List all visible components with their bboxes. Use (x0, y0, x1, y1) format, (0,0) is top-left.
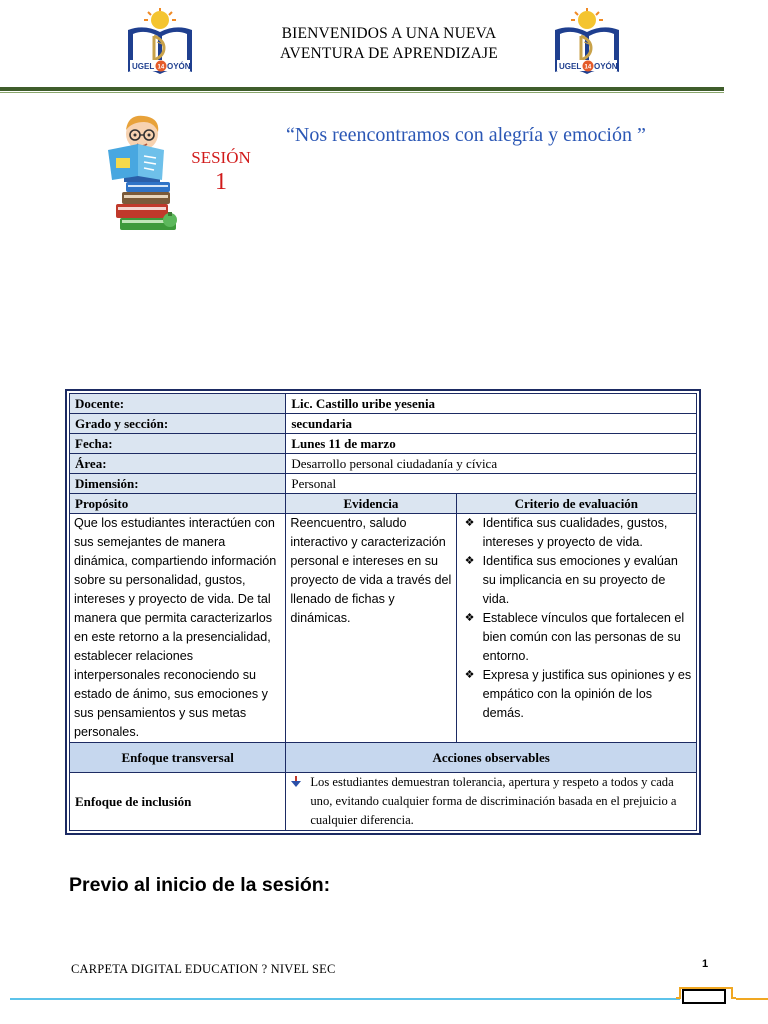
svg-text:OYÓN (594, 62, 618, 71)
evidencia-header: Evidencia (286, 494, 456, 514)
diamond-bullet-icon: ❖ (464, 517, 475, 529)
list-item (461, 552, 692, 609)
acciones-cell (286, 773, 697, 831)
acciones-header: Acciones observables (286, 743, 697, 773)
diamond-bullet-icon: ❖ (464, 555, 475, 567)
dimension-label: Dimensión: (70, 474, 286, 494)
criterio-list (461, 514, 692, 723)
criterio-list-cell (456, 514, 696, 743)
table-row (70, 454, 697, 474)
criterio-text: Expresa y justifica sus opiniones y es empático con la opinión de los demás. (482, 668, 692, 720)
logo-right-text-num: 14 (584, 64, 592, 71)
svg-text:UGEL (559, 62, 581, 71)
table-row (70, 394, 697, 414)
proposito-text: Que los estudiantes interactúen con sus semejantes de manera dinámica, compartiendo información sobre su personalidad, gustos, intereses y proyecto de vida. De tal manera que permita caracterizarlos en este retorno a la presencialidad, establecer relaciones interpersonales reconociendo su estado de ánimo, sus emociones y sus pensamientos y sus metas personales. (70, 514, 286, 743)
proposito-header: Propósito (70, 494, 286, 514)
docente-label: Docente: (70, 394, 286, 414)
table-row (70, 743, 697, 773)
table-row (70, 474, 697, 494)
logo-left-text-right: OYÓN (167, 62, 191, 71)
table-row (70, 494, 697, 514)
svg-text:14 (158, 65, 165, 71)
table-row (70, 514, 697, 743)
enfoque-header: Enfoque transversal (70, 743, 286, 773)
criterio-text: Identifica sus cualidades, gustos, intereses y proyecto de vida. (482, 516, 668, 549)
session-label: SESIÓN (191, 148, 251, 167)
svg-text:14 (585, 65, 592, 71)
grado-label: Grado y sección: (70, 414, 286, 434)
footer-accent-line (736, 998, 768, 1000)
svg-text:OYÓN (167, 62, 191, 71)
enfoque-label: Enfoque de inclusión (70, 773, 286, 831)
header-divider (0, 87, 724, 91)
session-info-table (65, 389, 701, 835)
ugel-logo-left (124, 8, 196, 78)
criterio-text: Identifica sus emociones y evalúan su implicancia en su proyecto de vida. (482, 554, 678, 606)
fecha-label: Fecha: (70, 434, 286, 454)
criterio-text: Establece vínculos que fortalecen el bien común con las personas de su entorno. (482, 611, 685, 663)
header-title (230, 24, 548, 64)
session-badge (184, 146, 258, 194)
table-row (70, 773, 697, 831)
grado-value: secundaria (286, 414, 697, 434)
list-item (461, 666, 692, 723)
evidencia-text: Reencuentro, saludo interactivo y caracterización personal e intereses en su proyecto de vida a través del llenado de fichas y dinámicas. (286, 514, 456, 743)
session-title: “Nos reencontramos con alegría y emoción ” (286, 124, 646, 146)
area-label: Área: (70, 454, 286, 474)
previo-heading: Previo al inicio de la sesión: (69, 874, 331, 896)
footer-line (10, 998, 680, 1000)
criterio-header: Criterio de evaluación (456, 494, 696, 514)
acciones-text: Los estudiantes demuestran tolerancia, apertura y respeto a todos y cada uno, evitando cualquier forma de discriminación basada en el prejuicio a cualquier diferencia. (310, 775, 677, 827)
logo-right-text-left: UGEL (559, 62, 582, 71)
ugel-logo-right (551, 8, 623, 78)
reading-child-illustration (104, 110, 186, 238)
footer-text: CARPETA DIGITAL EDUCATION ? NIVEL SEC (71, 962, 336, 976)
table-row (70, 434, 697, 454)
session-number: 1 (215, 169, 227, 195)
dimension-value: Personal (286, 474, 697, 494)
header-line-1: BIENVENIDOS A UNA NUEVA (281, 25, 497, 42)
list-item (461, 609, 692, 666)
page-number: 1 (702, 958, 709, 970)
table-row (70, 414, 697, 434)
docente-value: Lic. Castillo uribe yesenia (286, 394, 697, 414)
svg-text:UGEL (132, 62, 154, 71)
arrow-down-bullet-icon (290, 775, 302, 794)
area-value: Desarrollo personal ciudadanía y cívica (286, 454, 697, 474)
logo-left-text-left: UGEL (132, 62, 155, 71)
header-divider-light (0, 92, 724, 93)
header-line-2: AVENTURA DE APRENDIZAJE (280, 45, 498, 62)
diamond-bullet-icon: ❖ (464, 669, 475, 681)
diamond-bullet-icon: ❖ (464, 612, 475, 624)
fecha-value: Lunes 11 de marzo (286, 434, 697, 454)
logo-right-text-right: OYÓN (594, 62, 618, 71)
page-box (682, 989, 726, 1004)
logo-left-text-num: 14 (157, 64, 165, 71)
list-item (461, 514, 692, 552)
